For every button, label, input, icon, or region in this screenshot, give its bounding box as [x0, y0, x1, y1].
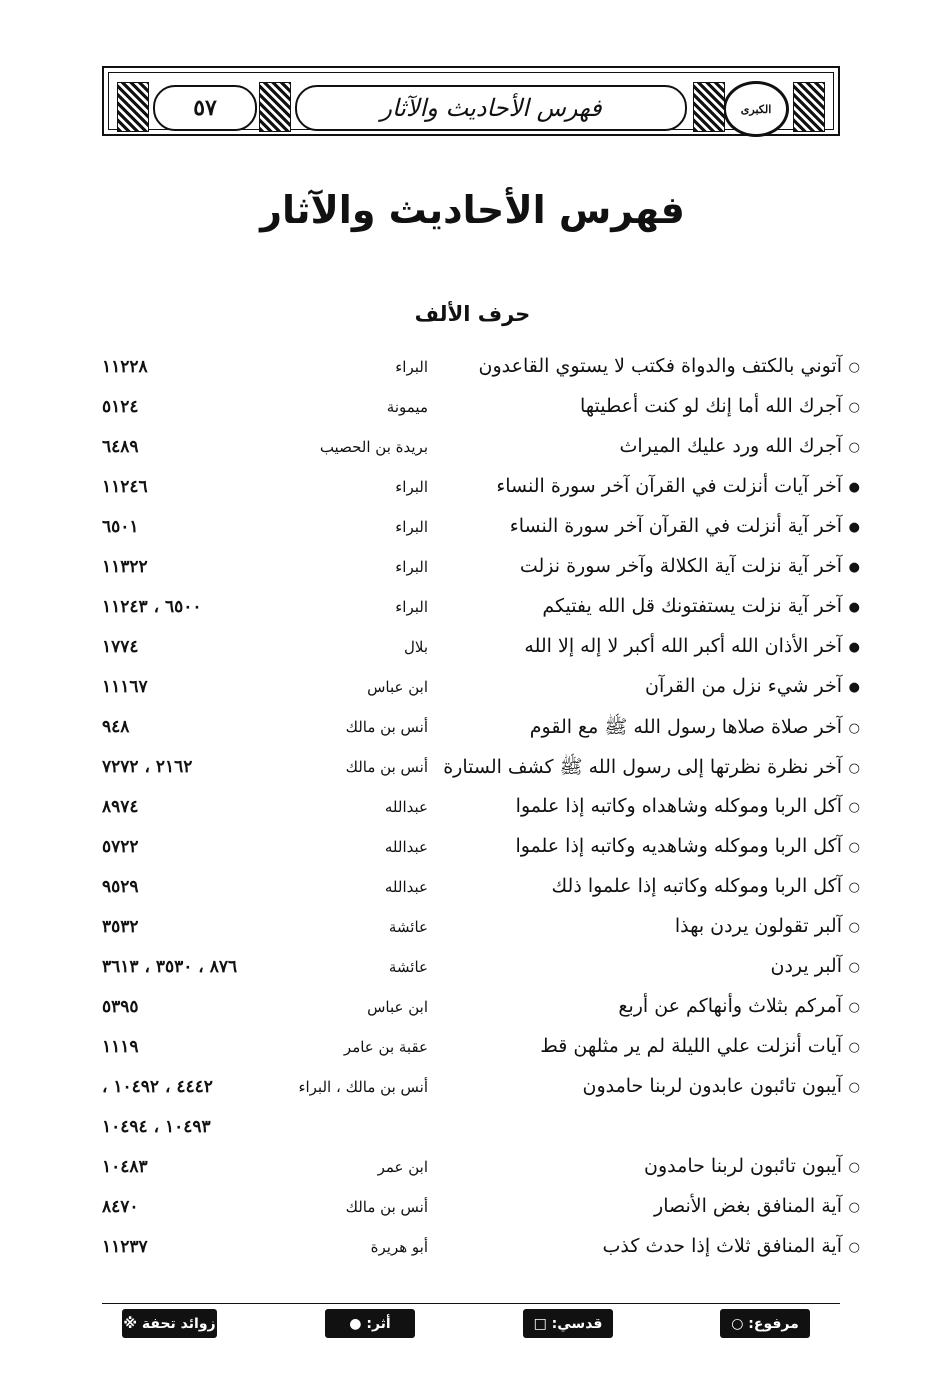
type-mark-icon: ●	[848, 599, 860, 615]
narrator: عبدالله	[384, 838, 428, 856]
hadith-text-value: آكل الربا وموكله وشاهداه وكاتبه إذا علموا	[515, 795, 842, 817]
page-title: فهرس الأحاديث والآثار	[260, 188, 685, 232]
index-row	[0, 395, 945, 429]
hadith-text	[520, 555, 860, 577]
hadith-numbers: ٨٧٦ ، ٣٥٣٠ ، ٣٦١٣	[102, 957, 238, 977]
ornament-icon	[259, 82, 291, 132]
type-mark-icon: ○	[848, 919, 860, 935]
type-mark-icon: ○	[848, 839, 860, 855]
seal-text: الكبرى	[740, 102, 772, 116]
legend-athar: أثر: ●	[325, 1309, 415, 1338]
hadith-text	[603, 1235, 861, 1257]
hadith-text-value: آيبون تائبون لربنا حامدون	[644, 1155, 842, 1177]
type-mark-icon: ○	[848, 999, 860, 1015]
index-row	[0, 515, 945, 549]
index-row	[0, 675, 945, 709]
index-row	[0, 995, 945, 1029]
hadith-text-value: آخر الأذان الله أكبر الله أكبر لا إله إلا الله	[524, 635, 842, 657]
narrator: أبو هريرة	[370, 1238, 428, 1256]
narrator: البراء	[395, 598, 428, 616]
hadith-text-value: آمركم بثلاث وأنهاكم عن أربع	[618, 995, 842, 1017]
hadith-numbers: ٩٤٨	[102, 717, 130, 737]
index-row	[0, 355, 945, 389]
type-mark-icon: ○	[848, 359, 860, 375]
hadith-numbers: ١١١٦٧	[102, 677, 148, 697]
hadith-numbers: ١١٢٣٧	[102, 1237, 148, 1257]
type-mark-icon: ○	[848, 1079, 860, 1095]
type-mark-icon: ○	[848, 959, 860, 975]
header-frame	[108, 72, 834, 130]
narrator: عبدالله	[384, 798, 428, 816]
type-mark-icon: ○	[848, 439, 860, 455]
hadith-text-value: آيبون تائبون عابدون لربنا حامدون	[582, 1075, 842, 1097]
hadith-text-value: آجرك الله ورد عليك الميراث	[619, 435, 842, 457]
index-row-continuation	[0, 1115, 945, 1149]
hadith-numbers: ٥٣٩٥	[102, 997, 139, 1017]
hadith-text-value: آلبر تقولون يردن بهذا	[674, 915, 842, 937]
type-mark-icon: ○	[848, 1159, 860, 1175]
narrator: بلال	[403, 638, 428, 656]
hadith-text	[515, 835, 860, 857]
hadith-text-value: آتوني بالكتف والدواة فكتب لا يستوي القاعدون	[478, 355, 842, 377]
page-header	[102, 66, 840, 136]
hadith-numbers: ١١٣٢٢	[102, 557, 148, 577]
index-row	[0, 875, 945, 909]
legend-marfu: مرفوع: ○	[720, 1309, 810, 1338]
hadith-text	[516, 795, 860, 817]
hadith-text-value: آخر آيات أنزلت في القرآن آخر سورة النساء	[496, 475, 842, 497]
narrator: البراء	[395, 558, 428, 576]
hadith-numbers: ١١٢٤٦	[102, 477, 148, 497]
narrator: ابن عباس	[367, 678, 428, 696]
index-row	[0, 1035, 945, 1069]
ornament-icon	[117, 82, 149, 132]
hadith-numbers: ٩٥٢٩	[102, 877, 139, 897]
hadith-text-value: آخر صلاة صلاها رسول الله ﷺ مع القوم	[529, 716, 842, 738]
hadith-numbers: ٢١٦٢ ، ٧٢٧٢	[102, 757, 193, 777]
type-mark-icon: ○	[848, 1239, 860, 1255]
type-mark-icon: ●	[848, 639, 860, 655]
narrator: أنس بن مالك	[345, 758, 428, 776]
ornament-icon	[693, 82, 725, 132]
hadith-text	[620, 435, 861, 457]
index-row	[0, 715, 945, 749]
narrator: عقبة بن عامر	[343, 1038, 428, 1056]
hadith-text	[540, 1035, 860, 1057]
page-number: ٥٧	[153, 85, 257, 131]
type-mark-icon: ○	[848, 879, 860, 895]
hadith-numbers: ١٠٤٩٣ ، ١٠٤٩٤	[102, 1117, 211, 1137]
hadith-text	[582, 1075, 860, 1097]
hadith-text	[580, 395, 860, 417]
narrator: عائشة	[388, 958, 428, 976]
type-mark-icon: ○	[848, 760, 860, 776]
index-row	[0, 595, 945, 629]
hadith-text	[443, 755, 860, 783]
index-row	[0, 1235, 945, 1269]
hadith-numbers: ١١٢٢٨	[102, 357, 148, 377]
narrator: أنس بن مالك	[345, 718, 428, 736]
type-mark-icon: ○	[848, 399, 860, 415]
index-row	[0, 475, 945, 509]
hadith-text-value: آية المنافق ثلاث إذا حدث كذب	[602, 1235, 842, 1257]
hadith-text-value: آخر نظرة نظرتها إلى رسول الله ﷺ كشف الستارة	[443, 756, 842, 778]
index-row	[0, 1155, 945, 1189]
narrator: أنس بن مالك	[345, 1198, 428, 1216]
hadith-text-value: آكل الربا وموكله وكاتبه إذا علموا ذلك	[551, 875, 842, 897]
narrator: البراء	[395, 518, 428, 536]
type-mark-icon: ○	[848, 799, 860, 815]
hadith-text	[510, 515, 860, 537]
hadith-text	[770, 955, 860, 977]
hadith-text	[496, 475, 860, 497]
hadith-numbers: ٦٤٨٩	[102, 437, 139, 457]
hadith-numbers: ٤٤٤٢ ، ١٠٤٩٢ ،	[102, 1077, 213, 1097]
hadith-text-value: آلبر يردن	[770, 955, 842, 977]
hadith-numbers: ٦٥٠١	[102, 517, 139, 537]
book-seal	[723, 81, 789, 137]
hadith-text	[644, 1155, 860, 1177]
hadith-text	[542, 595, 860, 617]
hadith-text-value: آية المنافق بغض الأنصار	[654, 1195, 842, 1217]
hadith-text	[618, 995, 860, 1017]
index-row	[0, 1195, 945, 1229]
type-mark-icon: ○	[848, 1039, 860, 1055]
hadith-text-value: آخر آية أنزلت في القرآن آخر سورة النساء	[509, 515, 842, 537]
footer-divider	[102, 1303, 840, 1304]
hadith-numbers: ١٠٤٨٣	[102, 1157, 148, 1177]
hadith-text-value: آخر شيء نزل من القرآن	[645, 675, 842, 697]
hadith-text	[645, 675, 860, 697]
ornament-icon	[793, 82, 825, 132]
narrator: البراء	[395, 478, 428, 496]
hadith-numbers: ١٧٧٤	[102, 637, 139, 657]
type-mark-icon: ●	[848, 519, 860, 535]
index-row	[0, 435, 945, 469]
hadith-text-value: آخر آية نزلت يستفتونك قل الله يفتيكم	[542, 595, 842, 617]
hadith-text	[675, 915, 860, 937]
index-row	[0, 835, 945, 869]
hadith-text-value: آكل الربا وموكله وشاهديه وكاتبه إذا علموا	[515, 835, 842, 857]
hadith-numbers: ٦٥٠٠ ، ١١٢٤٣	[102, 597, 202, 617]
narrator: بريدة بن الحصيب	[319, 438, 428, 456]
section-title: حرف الألف	[414, 302, 531, 326]
type-mark-icon: ●	[848, 479, 860, 495]
index-row	[0, 955, 945, 989]
hadith-text	[654, 1195, 860, 1217]
hadith-text-value: آجرك الله أما إنك لو كنت أعطيتها	[579, 395, 842, 417]
narrator: عائشة	[388, 918, 428, 936]
narrator: عبدالله	[384, 878, 428, 896]
hadith-numbers: ٣٥٣٢	[102, 917, 139, 937]
hadith-numbers: ٥٧٢٢	[102, 837, 139, 857]
narrator: أنس بن مالك ، البراء	[298, 1078, 428, 1096]
index-row	[0, 635, 945, 669]
index-row	[0, 1075, 945, 1109]
index-row	[0, 555, 945, 589]
index-row	[0, 915, 945, 949]
hadith-numbers: ١١١٩	[102, 1037, 139, 1057]
hadith-text-value: آخر آية نزلت آية الكلالة وآخر سورة نزلت	[519, 555, 842, 577]
type-mark-icon: ●	[848, 559, 860, 575]
narrator: ابن عمر	[377, 1158, 428, 1176]
hadith-text-value: آيات أنزلت علي الليلة لم ير مثلهن قط	[540, 1035, 842, 1057]
legend-qudsi: قدسي: □	[523, 1309, 613, 1338]
hadith-text	[552, 875, 860, 897]
hadith-numbers: ٨٩٧٤	[102, 797, 139, 817]
hadith-text	[479, 355, 861, 377]
narrator: ابن عباس	[367, 998, 428, 1016]
type-mark-icon: ○	[848, 720, 860, 736]
type-mark-icon: ●	[848, 679, 860, 695]
narrator: البراء	[395, 358, 428, 376]
hadith-numbers: ٨٤٧٠	[102, 1197, 139, 1217]
hadith-text	[530, 715, 860, 743]
hadith-numbers: ٥١٢٤	[102, 397, 139, 417]
index-row	[0, 755, 945, 789]
narrator: ميمونة	[386, 398, 428, 416]
index-row	[0, 795, 945, 829]
hadith-text	[524, 635, 860, 657]
type-mark-icon: ○	[848, 1199, 860, 1215]
legend-zawaid: زوائد تحفة ※	[122, 1309, 217, 1338]
header-title: فهرس الأحاديث والآثار	[295, 85, 687, 131]
